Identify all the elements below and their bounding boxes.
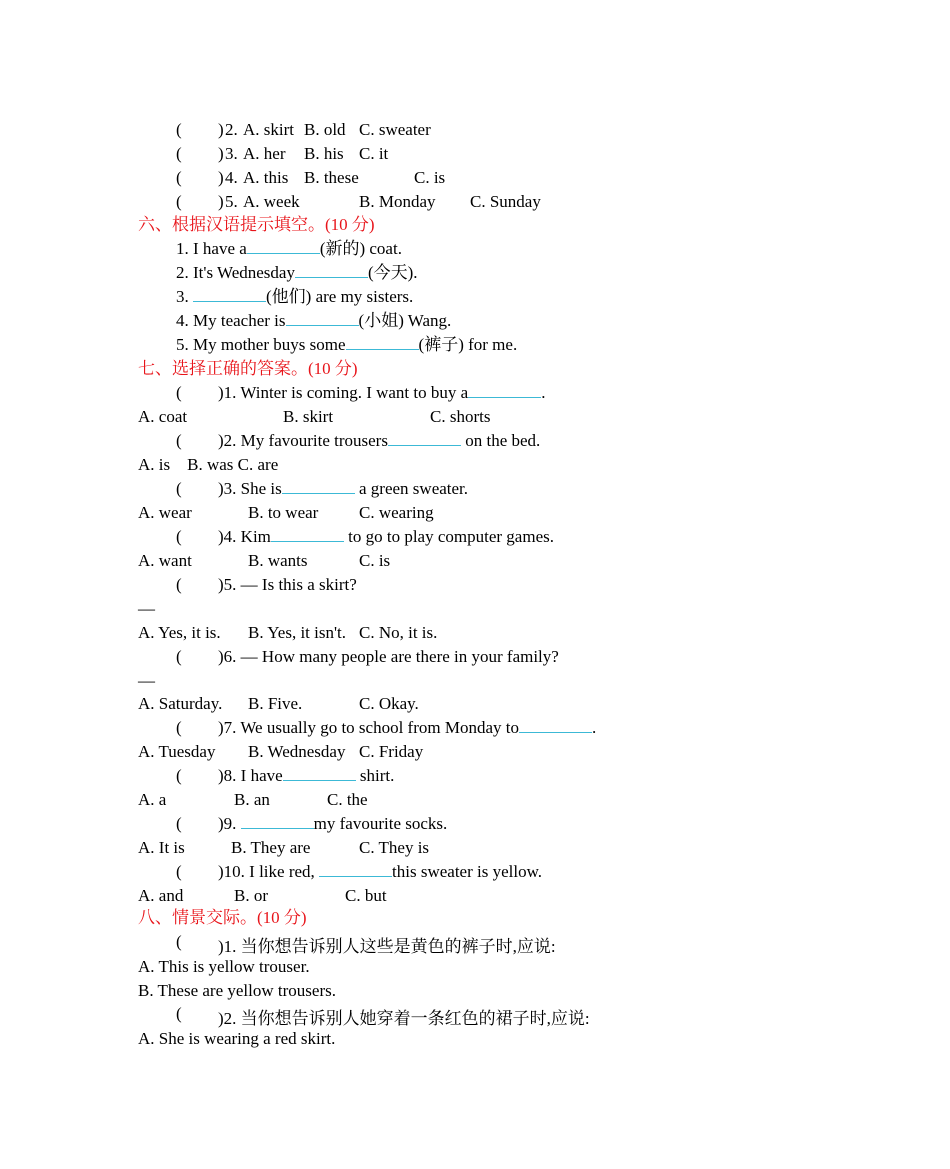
paren-open: ( — [176, 431, 182, 450]
question-number: 5. — [225, 192, 238, 211]
fill-item — [176, 335, 517, 355]
question-row — [0, 766, 900, 786]
answer-blank[interactable] — [388, 431, 461, 446]
options-row — [0, 886, 900, 906]
answer-blank[interactable] — [519, 718, 592, 733]
option-b: B. Monday — [359, 192, 436, 211]
options-row — [0, 838, 900, 858]
answer-blank[interactable] — [282, 479, 355, 494]
option-c: C. Friday — [359, 742, 424, 761]
answer-blank[interactable] — [241, 814, 314, 829]
options-row — [0, 694, 900, 714]
stem-text: )7. We usually go to school from Monday to — [218, 718, 519, 737]
paren-open: ( — [176, 527, 182, 546]
answer-blank[interactable] — [193, 287, 266, 302]
fill-item-text: 1. I have a — [176, 239, 247, 258]
paren-open: ( — [176, 575, 182, 594]
question-row — [0, 932, 900, 956]
option-b: B. old — [304, 120, 346, 139]
question-number: 4. — [225, 168, 238, 187]
option-c: C. sweater — [359, 120, 431, 139]
option-a: A. a — [138, 790, 167, 809]
stem-end: on the bed. — [460, 431, 541, 450]
response-dash: — — [138, 599, 155, 618]
mc-row — [0, 192, 900, 212]
fill-item — [176, 311, 451, 331]
mc-row — [0, 120, 900, 140]
option-b: B. Wednesday — [248, 742, 346, 761]
option-a: A. Saturday. — [138, 694, 223, 713]
question-row — [0, 647, 900, 667]
answer-blank[interactable] — [271, 527, 344, 542]
option-b: B. They are — [231, 838, 311, 857]
mc-row — [0, 144, 900, 164]
option-line — [0, 957, 900, 977]
section-6-heading: 六、根据汉语提示填空。(10 分) — [138, 215, 375, 234]
stem-text: )2. 当你想告诉别人她穿着一条红色的裙子时,应说: — [218, 1009, 590, 1028]
option-b: B. or — [234, 886, 268, 905]
option-b: B. an — [234, 790, 270, 809]
question-row — [0, 718, 900, 738]
option-b: B. to wear — [248, 503, 319, 522]
option-a: A. Yes, it is. — [138, 623, 221, 642]
answer-blank[interactable] — [286, 311, 359, 326]
option-c: C. it — [359, 144, 389, 163]
answer-blank[interactable] — [468, 383, 541, 398]
fill-item-text: 2. It's Wednesday — [176, 263, 295, 282]
option-a: A. and — [138, 886, 184, 905]
option-c: C. but — [345, 886, 387, 905]
options-row — [0, 503, 900, 523]
question-stem — [218, 527, 554, 547]
dialogue-dash — [0, 671, 900, 691]
fill-item — [176, 287, 413, 307]
stem-end: . — [591, 718, 597, 737]
option-a: A. week — [243, 192, 300, 211]
fill-item-text: 5. My mother buys some — [176, 335, 346, 354]
paren-close: ) — [218, 168, 224, 187]
answer-blank[interactable] — [346, 335, 419, 350]
option-a: A. Tuesday — [138, 742, 216, 761]
stem-text: )9. — [218, 814, 241, 833]
paren-open: ( — [176, 766, 182, 785]
option-a: A. She is wearing a red skirt. — [138, 1029, 336, 1048]
option-b: B. Yes, it isn't. — [248, 623, 347, 642]
response-dash: — — [138, 671, 155, 690]
options-line: A. is B. was C. are — [138, 455, 279, 474]
question-stem — [218, 862, 542, 882]
option-c: C. shorts — [430, 407, 491, 426]
question-row — [0, 814, 900, 834]
paren-open: ( — [176, 144, 182, 163]
option-c: C. No, it is. — [359, 623, 438, 642]
question-row — [0, 1004, 900, 1028]
question-stem — [218, 431, 540, 451]
option-a: A. this — [243, 168, 289, 187]
paren-open: ( — [176, 192, 182, 211]
stem-text: )6. — How many people are there in your family? — [218, 647, 559, 666]
section-7-heading: 七、选择正确的答案。(10 分) — [138, 359, 358, 378]
paren-close: ) — [218, 120, 224, 139]
answer-blank[interactable] — [319, 862, 392, 877]
question-row — [0, 431, 900, 451]
stem-end: to go to play computer games. — [343, 527, 554, 546]
fill-item-text: 4. My teacher is — [176, 311, 286, 330]
options-row — [0, 455, 900, 475]
option-a: A. This is yellow trouser. — [138, 957, 310, 976]
question-row — [0, 575, 900, 595]
fill-item — [176, 263, 418, 283]
question-row — [0, 862, 900, 882]
answer-blank[interactable] — [247, 239, 320, 254]
option-line — [0, 981, 900, 1001]
option-line — [0, 1029, 900, 1049]
option-a: A. want — [138, 551, 192, 570]
option-b: B. these — [304, 168, 359, 187]
question-row — [0, 527, 900, 547]
option-a: A. wear — [138, 503, 192, 522]
paren-open: ( — [176, 718, 182, 737]
paren-open: ( — [176, 862, 182, 881]
options-row — [0, 742, 900, 762]
option-a: A. coat — [138, 407, 188, 426]
question-row — [0, 479, 900, 499]
mc-row — [0, 168, 900, 188]
question-stem — [218, 766, 394, 786]
option-a: A. It is — [138, 838, 185, 857]
question-row — [0, 383, 900, 403]
option-b: B. his — [304, 144, 344, 163]
options-row — [0, 790, 900, 810]
paren-close: ) — [218, 144, 224, 163]
stem-end: my favourite socks. — [313, 814, 448, 833]
answer-blank[interactable] — [283, 766, 356, 781]
option-a: A. her — [243, 144, 286, 163]
stem-end: a green sweater. — [354, 479, 469, 498]
section-8-heading: 八、情景交际。(10 分) — [138, 908, 307, 927]
fill-item-hint: (裤子) for me. — [418, 335, 518, 354]
question-stem — [218, 383, 545, 403]
question-number: 3. — [225, 144, 238, 163]
fill-item-hint: (他们) are my sisters. — [266, 287, 414, 306]
stem-text: )2. My favourite trousers — [218, 431, 388, 450]
paren-open: ( — [176, 932, 182, 951]
paren-open: ( — [176, 814, 182, 833]
stem-text: )4. Kim — [218, 527, 271, 546]
option-c: C. is — [414, 168, 446, 187]
stem-text: )5. — Is this a skirt? — [218, 575, 357, 594]
question-stem — [218, 479, 468, 499]
stem-end: this sweater is yellow. — [392, 862, 543, 881]
paren-open: ( — [176, 479, 182, 498]
option-b: B. skirt — [283, 407, 334, 426]
options-row — [0, 407, 900, 427]
stem-text: )8. I have — [218, 766, 283, 785]
question-number: 2. — [225, 120, 238, 139]
fill-item-text: 3. — [176, 287, 193, 306]
option-c: C. They is — [359, 838, 430, 857]
paren-open: ( — [176, 647, 182, 666]
option-b: B. These are yellow trousers. — [138, 981, 336, 1000]
dialogue-dash — [0, 599, 900, 619]
options-row — [0, 551, 900, 571]
option-c: C. Okay. — [359, 694, 419, 713]
stem-text: )3. She is — [218, 479, 282, 498]
option-c: C. is — [359, 551, 391, 570]
question-stem — [218, 814, 447, 834]
option-a: A. skirt — [243, 120, 294, 139]
stem-text: )1. Winter is coming. I want to buy a — [218, 383, 469, 402]
options-row — [0, 623, 900, 643]
paren-open: ( — [176, 383, 182, 402]
fill-item — [176, 239, 402, 259]
answer-blank[interactable] — [295, 263, 368, 278]
paren-open: ( — [176, 120, 182, 139]
fill-item-hint: (新的) coat. — [319, 239, 402, 258]
stem-end: . — [541, 383, 546, 402]
paren-open: ( — [176, 168, 182, 187]
option-b: B. wants — [248, 551, 308, 570]
stem-text: )10. I like red, — [218, 862, 320, 881]
stem-end: shirt. — [355, 766, 395, 785]
paren-open: ( — [176, 1004, 182, 1023]
option-c: C. Sunday — [470, 192, 541, 211]
option-c: C. the — [327, 790, 368, 809]
option-b: B. Five. — [248, 694, 303, 713]
option-c: C. wearing — [359, 503, 434, 522]
paren-close: ) — [218, 192, 224, 211]
question-stem — [218, 718, 596, 738]
fill-item-hint: (今天). — [367, 263, 418, 282]
fill-item-hint: (小姐) Wang. — [358, 311, 452, 330]
stem-text: )1. 当你想告诉别人这些是黄色的裤子时,应说: — [218, 937, 556, 956]
